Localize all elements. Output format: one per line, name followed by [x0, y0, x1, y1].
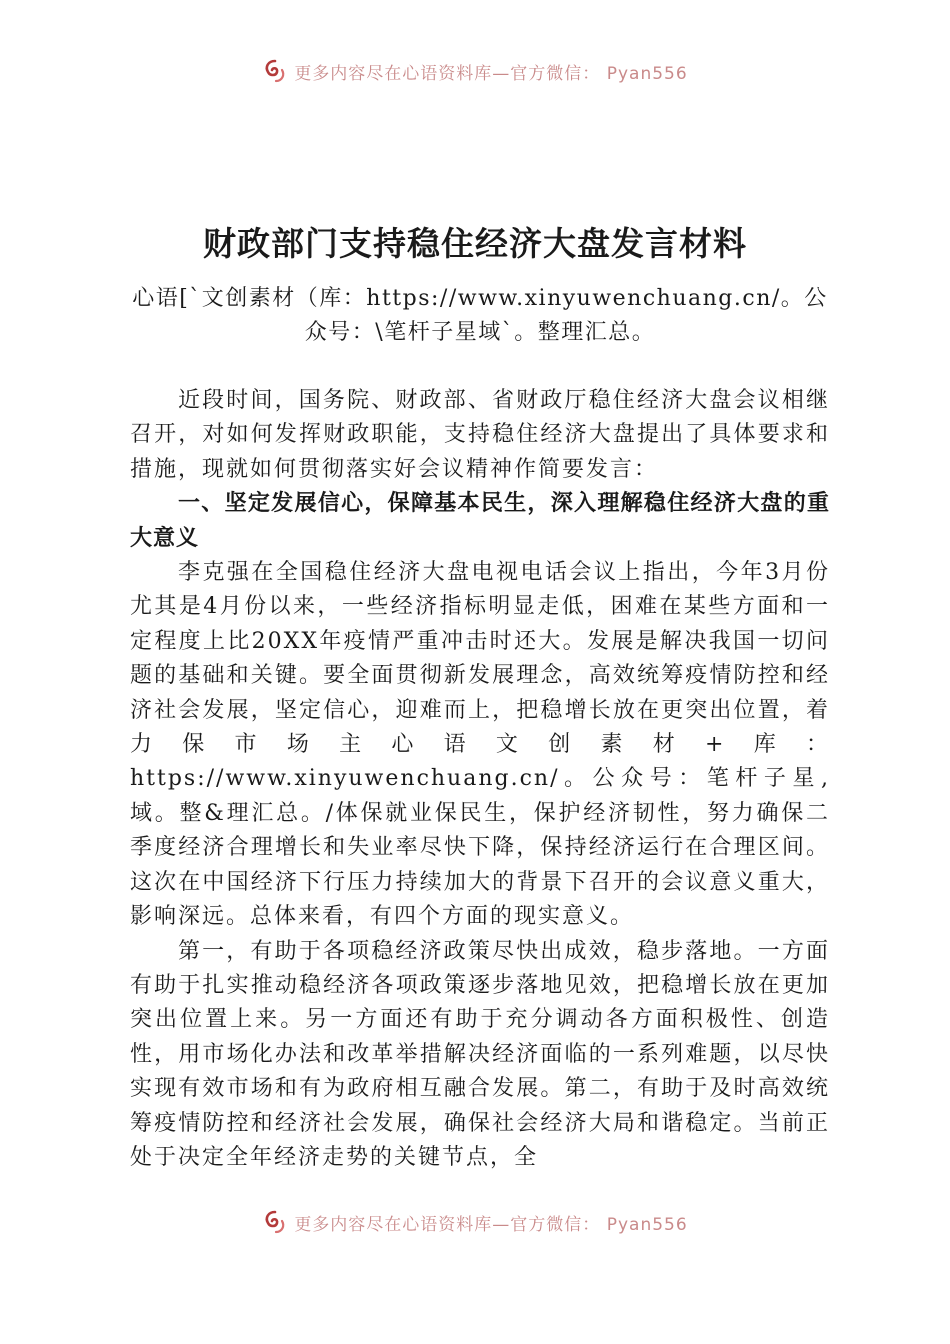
swirl-logo-icon [262, 1209, 288, 1235]
paragraph: 第一，有助于各项稳经济政策尽快出成效，稳步落地。一方面有助于扎实推动稳经济各项政策逐步落地见效，把稳增长放在更加突出位置上来。另一方面还有助于充分调动各方面积极性、创造性，用市场化办法和改革举措解决经济面临的一系列难题，以尽快实现有效市场和有为政府相互融合发展。第二，有助于及时高效统筹疫情防控和经济社会发展，确保社会经济大局和谐稳定。当前正处于决定全年经济走势的关键节点，全 [130, 938, 830, 1170]
section-heading: 一、坚定发展信心，保障基本民生，深入理解稳住经济大盘的重大意义 [130, 491, 830, 551]
swirl-logo-icon [262, 58, 288, 84]
paragraph: 李克强在全国稳住经济大盘电视电话会议上指出，今年3月份尤其是4月份以来，一些经济指标明显走低，困难在某些方面和一定程度上比20XX年疫情严重冲击时还大。发展是解决我国一切问题的基础和关键。要全面贯彻新发展理念，高效统筹疫情防控和经济社会发展，坚定信心，迎难而上，把稳增长放在更突出位置，着力保市场主心语文创素材+库：https://www.xinyuwenchuang.cn/。公众号：笔杆子星,域。整&理汇总。/体保就业保民生，保护经济韧性，努力确保二季度经济合理增长和失业率尽快下降，保持经济运行在合理区间。这次在中国经济下行压力持续加大的背景下召开的会议意义重大，影响深远。总体来看，有四个方面的现实意义。 [130, 560, 830, 930]
source-line: 心语[`文创素材（库：https://www.xinyuwenchuang.cn/。公众号：\笔杆子星域`。整理汇总。 [132, 286, 828, 345]
watermark-text: 更多内容尽在心语资料库—官方微信： Pyan556 [294, 1214, 688, 1235]
document-body [130, 384, 830, 1175]
paragraph: 近段时间，国务院、财政部、省财政厅稳住经济大盘会议相继召开，对如何发挥财政职能，支持稳住经济大盘提出了具体要求和措施，现就如何贯彻落实好会议精神作简要发言： [130, 388, 830, 482]
watermark-text: 更多内容尽在心语资料库—官方微信： Pyan556 [294, 63, 688, 84]
top-watermark-banner [0, 56, 950, 86]
document-title: 财政部门支持稳住经济大盘发言材料 [203, 224, 747, 263]
bottom-watermark-banner [0, 1207, 950, 1237]
